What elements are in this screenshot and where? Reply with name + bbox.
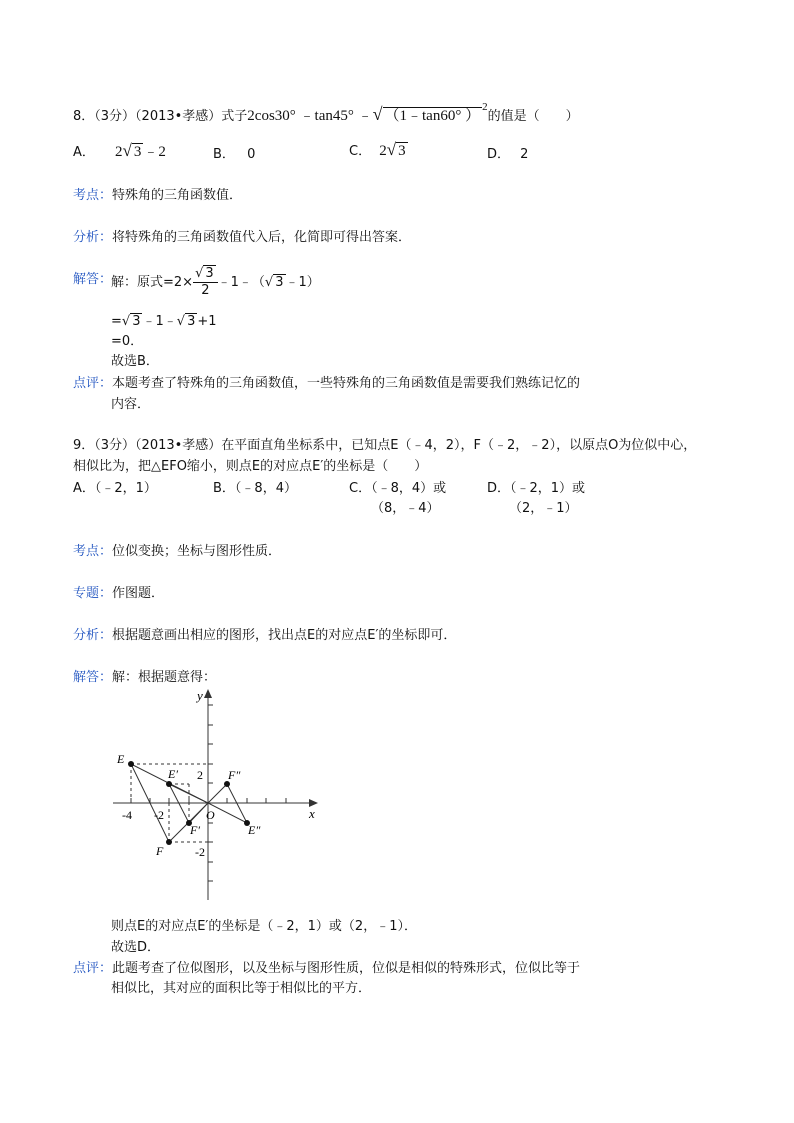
zhuanti-label: 专题： bbox=[73, 586, 113, 601]
q8-stem bbox=[73, 101, 579, 125]
option-letter: C． bbox=[349, 144, 372, 159]
q8-expression bbox=[247, 101, 488, 124]
q8-option-a bbox=[73, 140, 166, 161]
q9-zhuanti bbox=[73, 582, 164, 601]
origin-label: O bbox=[206, 808, 215, 822]
q9-jieda bbox=[73, 666, 216, 685]
q8-solution-line2: =√ 3 ﹣1﹣√ 3 +1 bbox=[111, 314, 217, 329]
kaodian-label: 考点： bbox=[73, 544, 113, 559]
radicand: 3 bbox=[275, 275, 284, 290]
q9-coordinate-figure bbox=[108, 686, 328, 906]
radicand: 3 bbox=[205, 266, 214, 281]
option-tail: ﹣2 bbox=[143, 144, 166, 160]
label-F: F bbox=[156, 844, 164, 858]
sol-text: ﹣1） bbox=[285, 275, 320, 290]
q8-jieda-label: 解答： bbox=[73, 272, 113, 287]
sol-text: = bbox=[111, 314, 122, 329]
tick-label-y-2: 2 bbox=[197, 768, 203, 782]
point-E bbox=[128, 761, 134, 767]
point-F bbox=[166, 839, 172, 845]
option-value: 2√ 3 ﹣2 bbox=[115, 141, 166, 160]
q8-expr-part: 2cos30° ﹣tan45° ﹣ bbox=[247, 108, 373, 124]
q8-solution-line1: 解：原式=2× $\frac{√ 3}{2}$ ﹣1﹣（√ 3 ﹣1） bbox=[111, 266, 320, 298]
point-E1 bbox=[166, 781, 172, 787]
q9-choose: 故选D． bbox=[111, 940, 161, 955]
fraction-numerator: √ 3 bbox=[193, 266, 218, 283]
q8-radicand: （1﹣tan60° ） bbox=[384, 108, 481, 124]
q8-option-c bbox=[349, 140, 408, 160]
option-letter: A． bbox=[73, 145, 95, 160]
q8-stem-prefix: 8．（3分）（2013•孝感）式子 bbox=[73, 109, 248, 124]
radicand: 3 bbox=[187, 314, 196, 329]
label-F2: F″ bbox=[228, 768, 241, 782]
q9-option-d: D．（﹣2，1）或 bbox=[487, 481, 586, 496]
jieda-label: 解答： bbox=[73, 670, 113, 685]
q8-solution-line3: =0． bbox=[111, 334, 144, 349]
radicand: 3 bbox=[132, 314, 141, 329]
q8-dianping-cont: 内容． bbox=[111, 397, 151, 412]
q9-dianping-cont: 相似比，其对应的面积比等于相似比的平方． bbox=[111, 981, 372, 996]
sol-text: ﹣1﹣ bbox=[142, 314, 177, 329]
jieda-text: 解：根据题意得： bbox=[112, 670, 217, 685]
fenxi-text: 将特殊角的三角函数值代入后，化简即可得出答案． bbox=[112, 230, 412, 245]
q8-exponent: 2 bbox=[482, 101, 488, 113]
q9-option-a: A．（﹣2，1） bbox=[73, 481, 157, 496]
q9-option-c-cont: （8，﹣4） bbox=[371, 501, 440, 516]
q8-radical: √ （1﹣tan60° ）$^2$ bbox=[372, 101, 488, 124]
sol-text: +1 bbox=[197, 314, 217, 329]
q8-option-b bbox=[213, 143, 255, 162]
zhuanti-text: 作图题． bbox=[112, 586, 165, 601]
y-axis-arrow bbox=[204, 689, 212, 698]
q8-solution-line4: 故选B． bbox=[111, 354, 159, 369]
option-value: 2 bbox=[520, 147, 529, 162]
kaodian-text: 特殊角的三角函数值． bbox=[112, 188, 243, 203]
tick-label-y-neg2: -2 bbox=[195, 845, 205, 859]
option-coef: 2 bbox=[379, 143, 387, 159]
q9-conclusion: 则点E的对应点E′的坐标是（﹣2，1）或（2，﹣1）． bbox=[111, 919, 417, 934]
dianping-label: 点评： bbox=[73, 376, 113, 391]
fraction-denominator: 2 bbox=[201, 283, 210, 298]
label-E2: E″ bbox=[248, 823, 261, 837]
kaodian-label: 考点： bbox=[73, 188, 113, 203]
q8-dianping bbox=[73, 372, 580, 391]
x-axis-label: x bbox=[309, 806, 315, 821]
label-F1: F′ bbox=[190, 823, 200, 837]
dianping-text: 本题考查了特殊角的三角函数值，一些特殊角的三角函数值是需要我们熟练记忆的 bbox=[112, 376, 581, 391]
q9-kaodian bbox=[73, 540, 281, 559]
tick-label-x-neg4: -4 bbox=[122, 808, 132, 822]
tick-label-x-neg2: -2 bbox=[154, 808, 164, 822]
q9-option-c: C．（﹣8，4）或 bbox=[349, 481, 447, 496]
q8-fenxi bbox=[73, 226, 411, 245]
y-axis-label: y bbox=[197, 688, 203, 703]
y-ticks bbox=[208, 705, 213, 881]
option-letter: D． bbox=[487, 147, 511, 162]
option-value: 0 bbox=[247, 147, 256, 162]
option-coef: 2 bbox=[115, 144, 123, 160]
q9-option-b: B．（﹣8，4） bbox=[213, 481, 297, 496]
option-radicand: 3 bbox=[133, 144, 142, 160]
fenxi-label: 分析： bbox=[73, 230, 113, 245]
option-letter: B． bbox=[213, 147, 235, 162]
label-E: E bbox=[117, 752, 125, 766]
q9-fenxi bbox=[73, 624, 456, 643]
kaodian-text: 位似变换；坐标与图形性质． bbox=[112, 544, 282, 559]
dianping-label: 点评： bbox=[73, 961, 113, 976]
q9-option-d-cont: （2，﹣1） bbox=[509, 501, 578, 516]
label-E1: E′ bbox=[168, 767, 178, 781]
option-value: 2√ 3 bbox=[379, 140, 406, 159]
q8-kaodian bbox=[73, 184, 242, 203]
fraction bbox=[193, 266, 218, 299]
q9-dianping bbox=[73, 957, 580, 976]
q8-option-d bbox=[487, 143, 528, 162]
q9-stem-line2: 相似比为，把△EFO缩小，则点E的对应点E′的坐标是（ ） bbox=[73, 459, 428, 474]
option-radicand: 3 bbox=[398, 143, 406, 159]
fenxi-label: 分析： bbox=[73, 628, 113, 643]
sol-text: 解：原式=2× bbox=[111, 275, 194, 290]
q8-stem-suffix: 的值是（ ） bbox=[487, 109, 579, 124]
fenxi-text: 根据题意画出相应的图形，找出点E的对应点E′的坐标即可． bbox=[112, 628, 457, 643]
q9-stem-line1: 9．（3分）（2013•孝感）在平面直角坐标系中，已知点E（﹣4，2），F（﹣2，﹣2），以原点O为位似中心， bbox=[73, 438, 697, 453]
dianping-text: 此题考查了位似图形，以及坐标与图形性质，位似是相似的特殊形式，位似比等于 bbox=[112, 961, 581, 976]
sol-text: ﹣1﹣（ bbox=[217, 275, 265, 290]
